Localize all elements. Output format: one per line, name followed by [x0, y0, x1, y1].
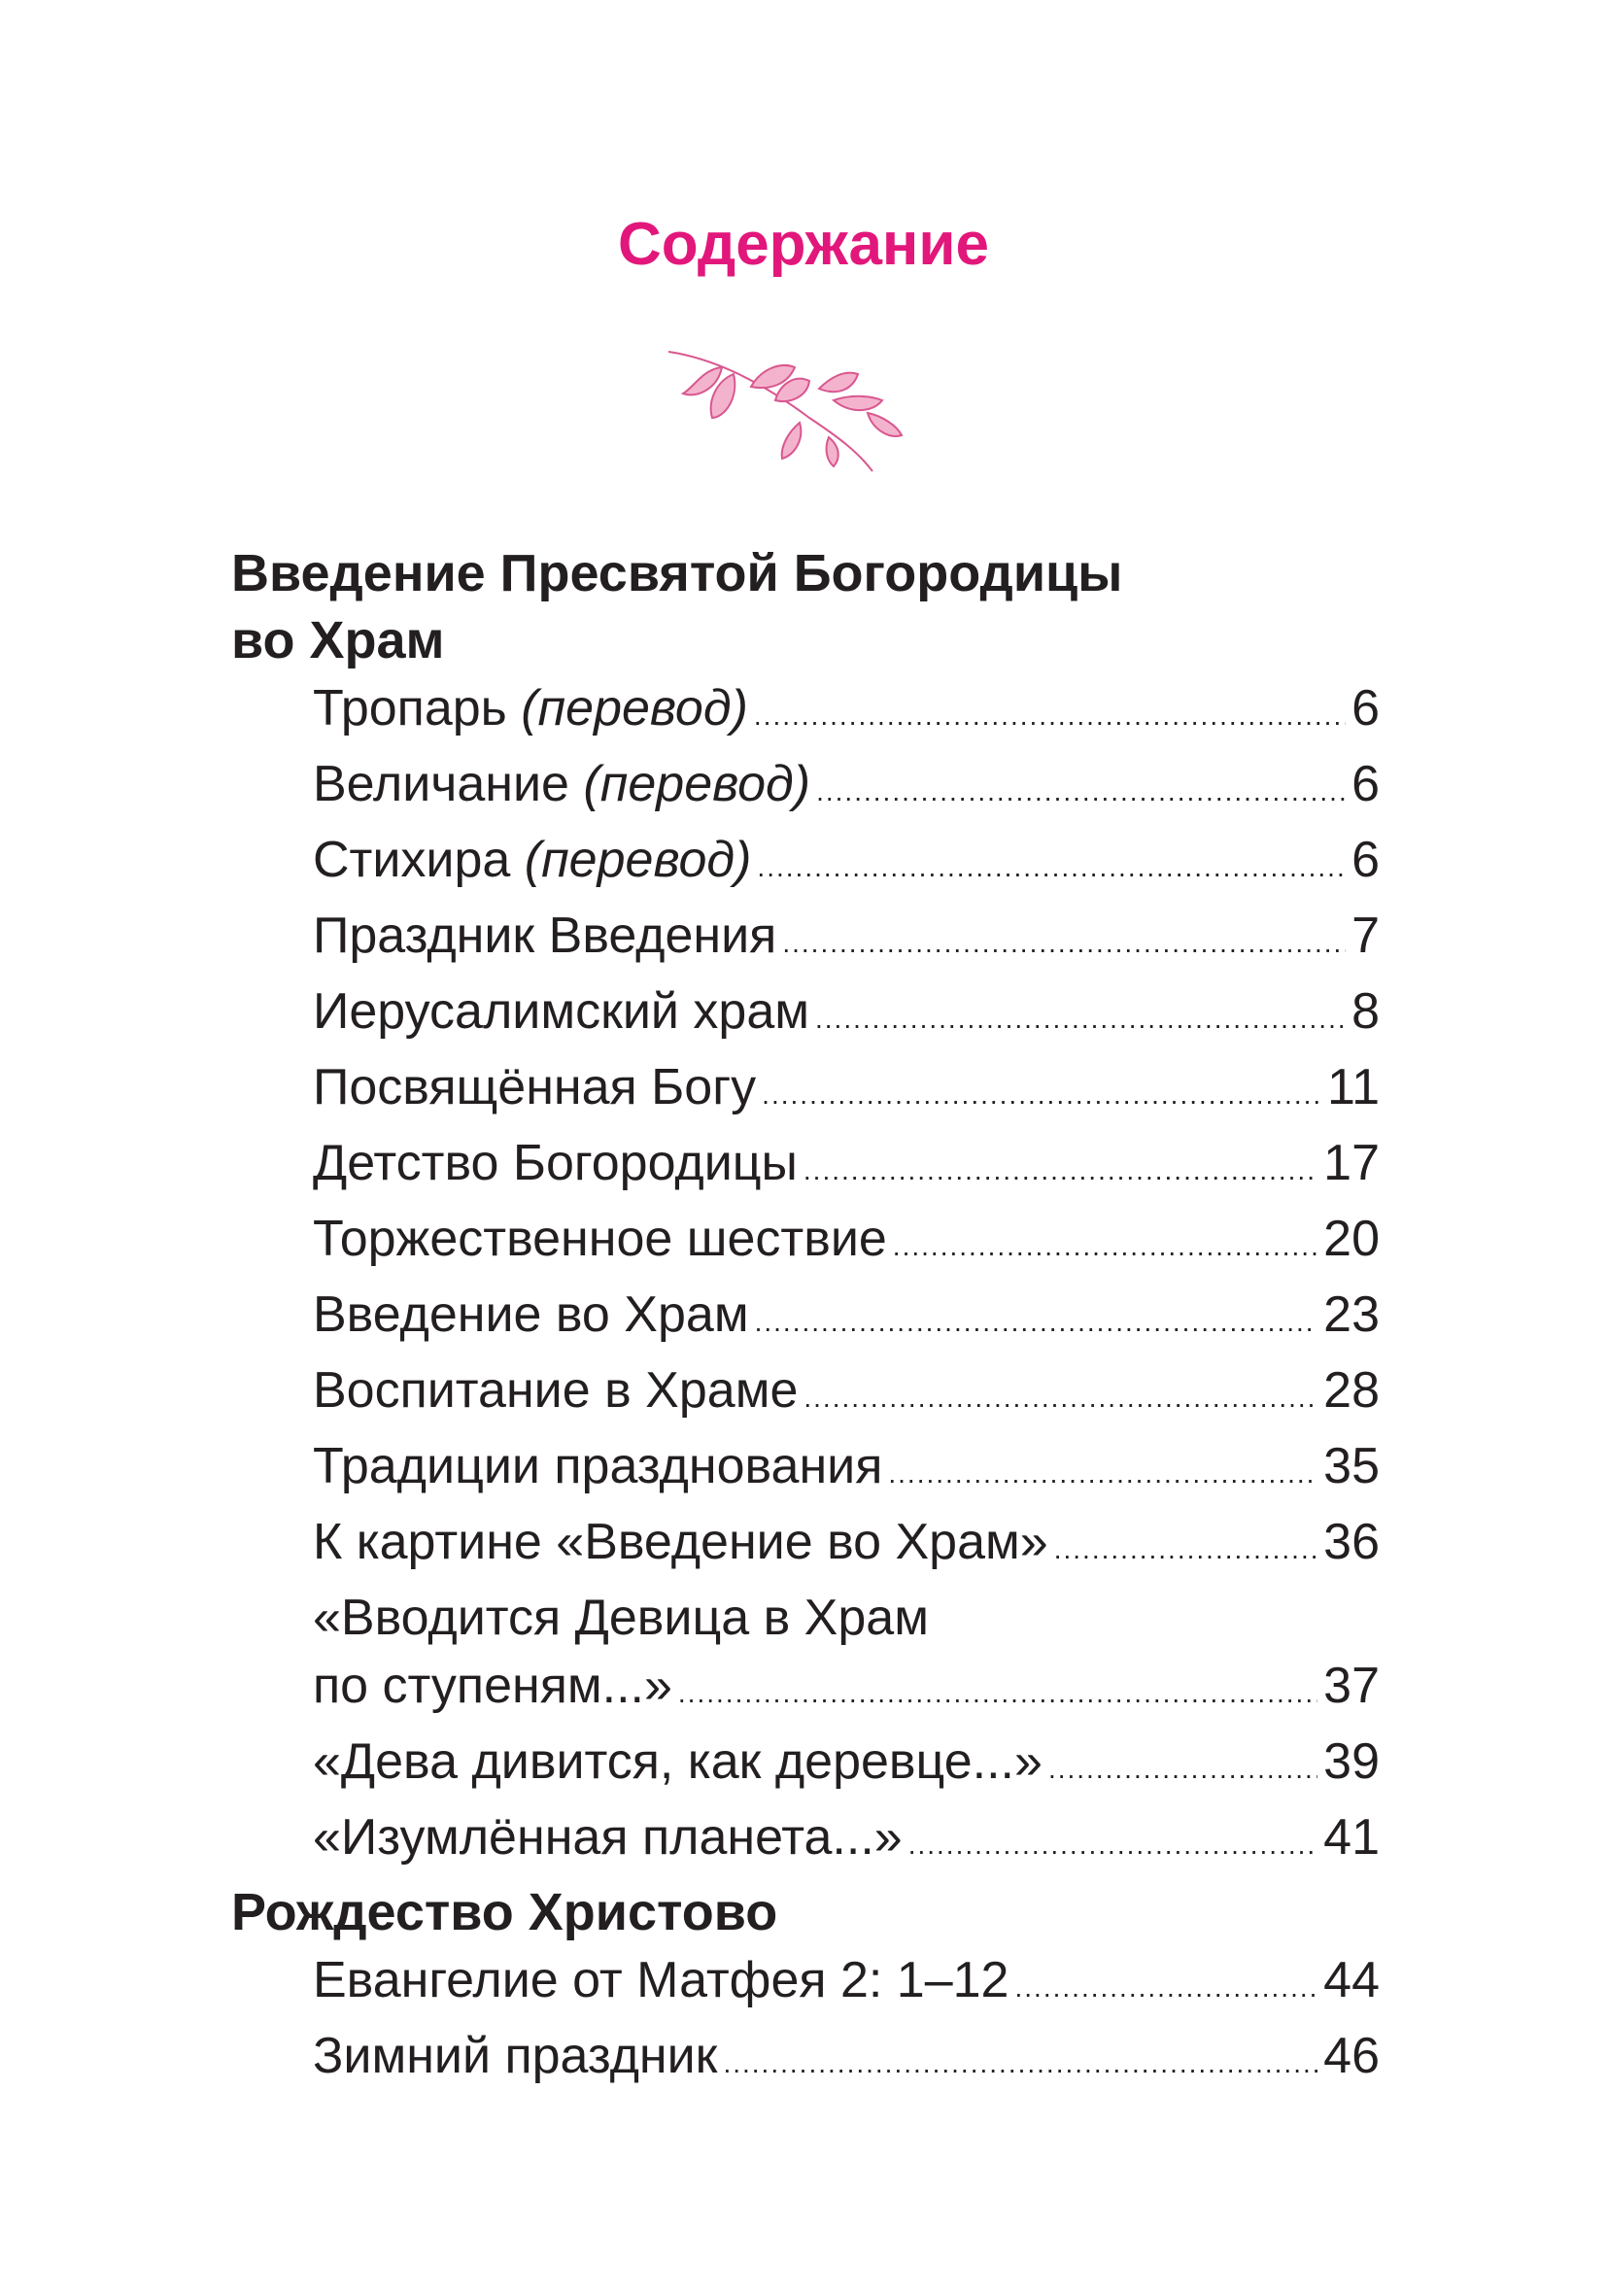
toc-section	[231, 540, 1380, 1879]
toc-entry[interactable]	[231, 1281, 1380, 1356]
page-number: 11	[1327, 1059, 1380, 1115]
entry-title: Детство Богородицы	[313, 1135, 798, 1191]
toc-entry[interactable]	[231, 977, 1380, 1053]
entry-title: Тропарь	[313, 680, 522, 737]
toc-entry[interactable]	[231, 1803, 1380, 1879]
toc-entry[interactable]	[231, 1053, 1380, 1129]
page-number: 6	[1351, 756, 1380, 812]
entry-title: Праздник Введения	[313, 908, 777, 964]
leader-dots	[804, 1364, 1317, 1432]
toc-entry[interactable]	[231, 1652, 1380, 1728]
entry-title: по ступеням...»	[313, 1658, 672, 1714]
leader-dots	[755, 1288, 1318, 1356]
section-heading: Введение Пресвятой Богородицы	[231, 544, 1123, 602]
leader-dots	[754, 682, 1346, 750]
entry-note: (перевод)	[521, 680, 748, 737]
entry-title: Введение во Храм	[313, 1286, 749, 1343]
leader-dots	[908, 1811, 1317, 1879]
entry-title-first-line: «Вводится Девица в Храм	[313, 1590, 929, 1646]
page-number: 37	[1323, 1658, 1380, 1714]
toc-entry[interactable]	[231, 902, 1380, 977]
page-number: 7	[1351, 908, 1380, 964]
entry-title: Величание	[313, 756, 584, 812]
entry-title: Традиции празднования	[313, 1438, 883, 1494]
leader-dots	[893, 1213, 1317, 1281]
entry-title: К картине «Введение во Храм»	[313, 1514, 1048, 1570]
leader-dots	[1054, 1516, 1317, 1584]
leader-dots	[723, 2030, 1317, 2098]
toc-section	[231, 1879, 1380, 2098]
leader-dots	[804, 1137, 1317, 1205]
entry-title: Стихира	[313, 832, 525, 888]
toc-entry[interactable]	[231, 1946, 1380, 2022]
entry-title: Воспитание в Храме	[313, 1362, 799, 1419]
leader-dots	[782, 909, 1346, 977]
toc-entry[interactable]	[231, 674, 1380, 750]
entry-note: (перевод)	[524, 832, 752, 888]
page-number: 28	[1323, 1362, 1380, 1419]
toc-entry[interactable]	[231, 1356, 1380, 1432]
entry-title: Посвящённая Богу	[313, 1059, 757, 1115]
entry-title: Торжественное шествие	[313, 1211, 887, 1267]
page-number: 6	[1351, 832, 1380, 888]
entry-title: Зимний праздник	[313, 2028, 718, 2084]
section-heading: Рождество Христово	[231, 1883, 778, 1941]
entry-title: Иерусалимский храм	[313, 983, 809, 1040]
toc-entry[interactable]	[231, 1432, 1380, 1508]
leader-dots	[678, 1660, 1317, 1728]
leader-dots	[816, 758, 1346, 826]
page-number: 8	[1351, 983, 1380, 1040]
entry-title: «Дева дивится, как деревце...»	[313, 1733, 1043, 1790]
toc-entry[interactable]	[231, 1508, 1380, 1584]
leader-dots	[757, 834, 1346, 902]
leader-dots	[762, 1061, 1321, 1129]
entry-title: «Изумлённая планета...»	[313, 1809, 903, 1866]
leaf-sprig-icon	[664, 340, 928, 476]
page-number: 39	[1323, 1733, 1380, 1790]
toc-entry[interactable]	[231, 1129, 1380, 1205]
leader-dots	[1048, 1735, 1317, 1803]
section-heading: во Храм	[231, 611, 445, 669]
toc-entry[interactable]	[231, 1728, 1380, 1803]
table-of-contents	[231, 540, 1380, 2098]
leader-dots	[815, 985, 1346, 1053]
entry-note: (перевод)	[583, 756, 811, 812]
leader-dots	[888, 1440, 1317, 1508]
toc-entry[interactable]	[231, 1205, 1380, 1281]
page-number: 36	[1323, 1514, 1380, 1570]
entry-title: Евангелие от Матфея 2: 1–12	[313, 1952, 1009, 2008]
page-number: 41	[1323, 1809, 1380, 1866]
page-number: 17	[1323, 1135, 1380, 1191]
page-number: 23	[1323, 1286, 1380, 1343]
leader-dots	[1014, 1954, 1317, 2022]
toc-entry[interactable]	[231, 2022, 1380, 2098]
page-number: 46	[1323, 2028, 1380, 2084]
page-number: 6	[1351, 680, 1380, 737]
page-title: Содержание	[618, 211, 989, 278]
page-number: 44	[1323, 1952, 1380, 2008]
page-number: 35	[1323, 1438, 1380, 1494]
page-number: 20	[1323, 1211, 1380, 1267]
toc-entry[interactable]	[231, 750, 1380, 826]
toc-entry[interactable]	[231, 826, 1380, 902]
